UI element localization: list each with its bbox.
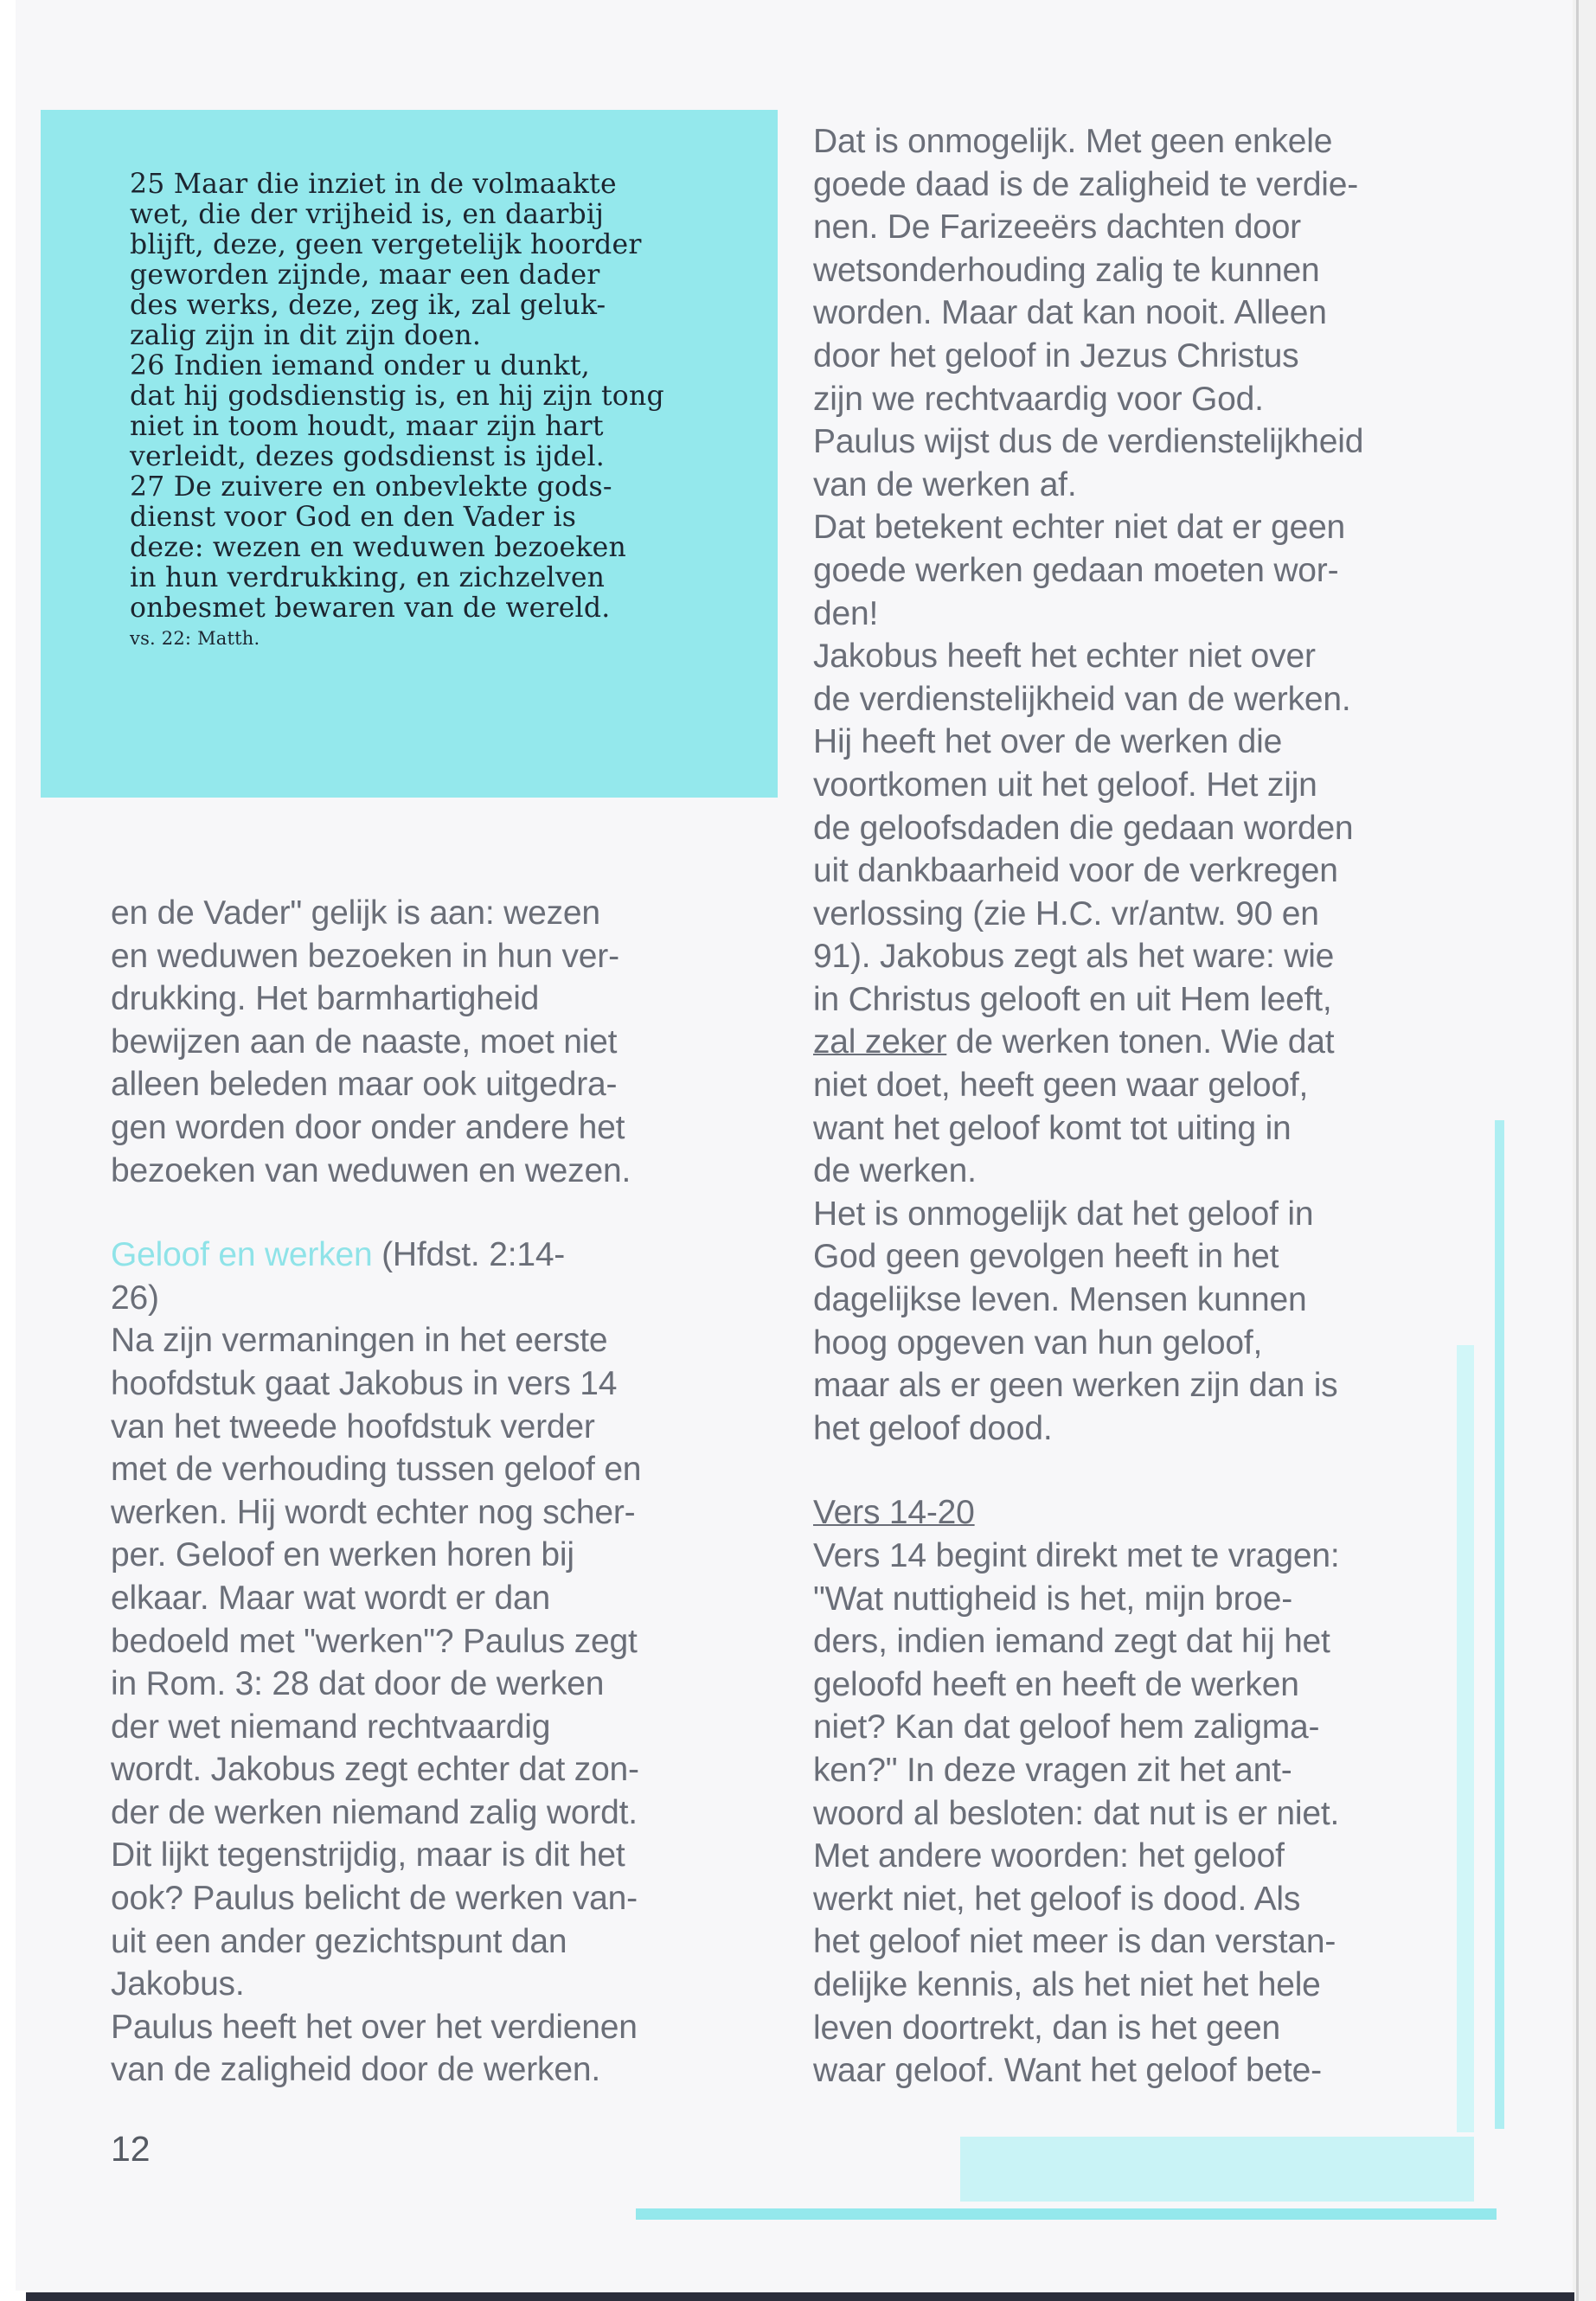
text-line: dagelijkse leven. Mensen kunnen <box>813 1281 1307 1319</box>
section-heading-ref: (Hfdst. 2:14- <box>372 1236 566 1274</box>
section-heading <box>111 1234 734 1277</box>
text-line: waar geloof. Want het geloof bete- <box>813 2052 1322 2090</box>
text-line: werken. Hij wordt echter nog scher- <box>111 1493 636 1531</box>
scripture-line: 26 Indien iemand onder u dunkt, <box>130 350 590 381</box>
page-number: 12 <box>111 2129 151 2169</box>
left-column <box>111 892 734 2092</box>
text-line: "Wat nuttigheid is het, mijn broe- <box>813 1580 1293 1618</box>
text-line: ook? Paulus belicht de werken van- <box>111 1880 638 1918</box>
text-line: gen worden door onder andere het <box>111 1108 625 1146</box>
text-line: hoog opgeven van hun geloof, <box>813 1324 1263 1362</box>
text-line: zijn we rechtvaardig voor God. <box>813 380 1264 418</box>
scripture-line: dienst voor God en den Vader is <box>130 502 577 533</box>
text-line <box>813 1021 1453 1064</box>
text-line: nen. De Farizeeërs dachten door <box>813 208 1301 247</box>
text-line: der de werken niemand zalig wordt. <box>111 1793 638 1831</box>
text-line: het geloof niet meer is dan verstan- <box>813 1923 1336 1961</box>
text-line: van de werken af. <box>813 465 1077 503</box>
scripture-line: dat hij godsdienstig is, en hij zijn tong <box>130 381 664 412</box>
text-line: Na zijn vermaningen in het eerste <box>111 1322 608 1360</box>
section-heading-title: Geloof en werken <box>111 1236 373 1274</box>
subheading: Vers 14-20 <box>813 1494 975 1532</box>
text-line: wordt. Jakobus zegt echter dat zon- <box>111 1751 639 1789</box>
text-line: Paulus heeft het over het verdienen <box>111 2008 638 2046</box>
section-heading-ref-cont: 26) <box>111 1279 159 1317</box>
text-line: niet doet, heeft geen waar geloof, <box>813 1067 1309 1105</box>
scripture-line: geworden zijnde, maar een dader <box>130 260 600 291</box>
text-line: goede werken gedaan moeten wor- <box>813 551 1339 589</box>
scripture-line: in hun verdrukking, en zichzelven <box>130 562 606 593</box>
text-line: bewijzen aan de naaste, moet niet <box>111 1022 618 1061</box>
text-line: per. Geloof en werken horen bij <box>111 1536 574 1574</box>
text-line: door het geloof in Jezus Christus <box>813 336 1299 375</box>
text-line: geloofd heeft en heeft de werken <box>813 1665 1299 1703</box>
scripture-line: onbesmet bewaren van de wereld. <box>130 593 611 624</box>
scripture-text <box>130 170 708 651</box>
text-line: de verdienstelijkheid van de werken. <box>813 680 1351 718</box>
text-line: uit een ander gezichtspunt dan <box>111 1922 567 1960</box>
text-line: delijke kennis, als het niet het hele <box>813 1965 1321 2003</box>
text-line: worden. Maar dat kan nooit. Alleen <box>813 294 1327 332</box>
spine-edge-line <box>1576 0 1579 2301</box>
text-fragment: de werken tonen. Wie dat <box>946 1023 1335 1061</box>
text-line: der wet niemand rechtvaardig <box>111 1708 551 1746</box>
text-line: God geen gevolgen heeft in het <box>813 1238 1279 1276</box>
text-line: Dit lijkt tegenstrijdig, maar is dit het <box>111 1836 625 1875</box>
text-line: met de verhouding tussen geloof en <box>111 1451 642 1489</box>
text-line: woord al besloten: dat nut is er niet. <box>813 1794 1340 1832</box>
scripture-line: 27 De zuivere en onbevlekte gods- <box>130 471 612 503</box>
text-line: drukking. Het barmhartigheid <box>111 980 540 1018</box>
scripture-line: deze: wezen en weduwen bezoeken <box>130 532 626 563</box>
scripture-line: des werks, deze, zeg ik, zal geluk- <box>130 290 606 321</box>
text-line: Vers 14 begint direkt met te vragen: <box>813 1537 1340 1574</box>
text-line: het geloof dood. <box>813 1409 1053 1447</box>
text-line: in Rom. 3: 28 dat door de werken <box>111 1665 605 1703</box>
text-line: bezoeken van weduwen en wezen. <box>111 1151 631 1189</box>
scripture-line: wet, die der vrijheid is, en daarbij <box>130 199 605 230</box>
scripture-line: niet in toom houdt, maar zijn hart <box>130 411 604 442</box>
text-line: 91). Jakobus zegt als het ware: wie <box>813 938 1335 976</box>
scan-bottom-edge <box>26 2292 1574 2301</box>
text-line: hoofdstuk gaat Jakobus in vers 14 <box>111 1364 618 1402</box>
paragraph-gap <box>111 1192 734 1234</box>
text-line: Hij heeft het over de werken die <box>813 723 1283 761</box>
text-line: goede daad is de zaligheid te verdie- <box>813 165 1359 203</box>
accent-bar-vertical-light <box>1457 1345 1474 2132</box>
text-line: Dat is onmogelijk. Met geen enkele <box>813 123 1333 160</box>
text-line: Met andere woorden: het geloof <box>813 1837 1285 1875</box>
scripture-reference: vs. 22: Matth. <box>130 628 260 649</box>
accent-bar-horizontal <box>636 2208 1497 2220</box>
text-line: Jakobus heeft het echter niet over <box>813 638 1316 676</box>
text-line: Het is onmogelijk dat het geloof in <box>813 1195 1314 1233</box>
text-line: en weduwen bezoeken in hun ver- <box>111 937 619 975</box>
emphasis-underlined: zal zeker <box>813 1023 947 1061</box>
text-line: van het tweede hoofdstuk verder <box>111 1407 595 1445</box>
text-line: den! <box>813 594 879 632</box>
scripture-line: blijft, deze, geen vergetelijk hoorder <box>130 229 642 260</box>
text-line: de werken. <box>813 1152 977 1190</box>
text-line: in Christus gelooft en uit Hem leeft, <box>813 980 1332 1018</box>
text-line: Dat betekent echter niet dat er geen <box>813 509 1346 547</box>
text-line: bedoeld met "werken"? Paulus zegt <box>111 1622 638 1660</box>
paragraph-gap <box>813 1450 1453 1491</box>
text-line: alleen beleden maar ook uitgedra- <box>111 1066 618 1104</box>
text-line: niet? Kan dat geloof hem zaligma- <box>813 1708 1320 1747</box>
text-line: de geloofsdaden die gedaan worden <box>813 809 1354 847</box>
text-line: leven doortrekt, dan is het geen <box>813 2009 1280 2047</box>
right-column <box>813 120 1453 2093</box>
scripture-line: zalig zijn in dit zijn doen. <box>130 320 482 351</box>
text-line: ken?" In deze vragen zit het ant- <box>813 1751 1292 1789</box>
scripture-line: 25 Maar die inziet in de volmaakte <box>130 169 617 200</box>
text-line: werkt niet, het geloof is dood. Als <box>813 1880 1301 1918</box>
accent-block <box>960 2137 1474 2202</box>
text-line: verlossing (zie H.C. vr/antw. 90 en <box>813 894 1319 933</box>
text-line: wetsonderhouding zalig te kunnen <box>813 251 1320 289</box>
text-line: want het geloof komt tot uiting in <box>813 1109 1292 1147</box>
text-line: ders, indien iemand zegt dat hij het <box>813 1623 1330 1661</box>
text-line: maar als er geen werken zijn dan is <box>813 1367 1338 1405</box>
text-line: uit dankbaarheid voor de verkregen <box>813 852 1338 890</box>
scripture-line: verleidt, dezes godsdienst is ijdel. <box>130 441 606 472</box>
text-line: en de Vader" gelijk is aan: wezen <box>111 894 600 932</box>
text-line: Jakobus. <box>111 1965 245 2003</box>
text-line: van de zaligheid door de werken. <box>111 2051 600 2089</box>
accent-bar-vertical <box>1495 1120 1504 2129</box>
text-line: voortkomen uit het geloof. Het zijn <box>813 766 1317 804</box>
text-line: Paulus wijst dus de verdienstelijkheid <box>813 423 1364 461</box>
text-line: elkaar. Maar wat wordt er dan <box>111 1579 550 1617</box>
